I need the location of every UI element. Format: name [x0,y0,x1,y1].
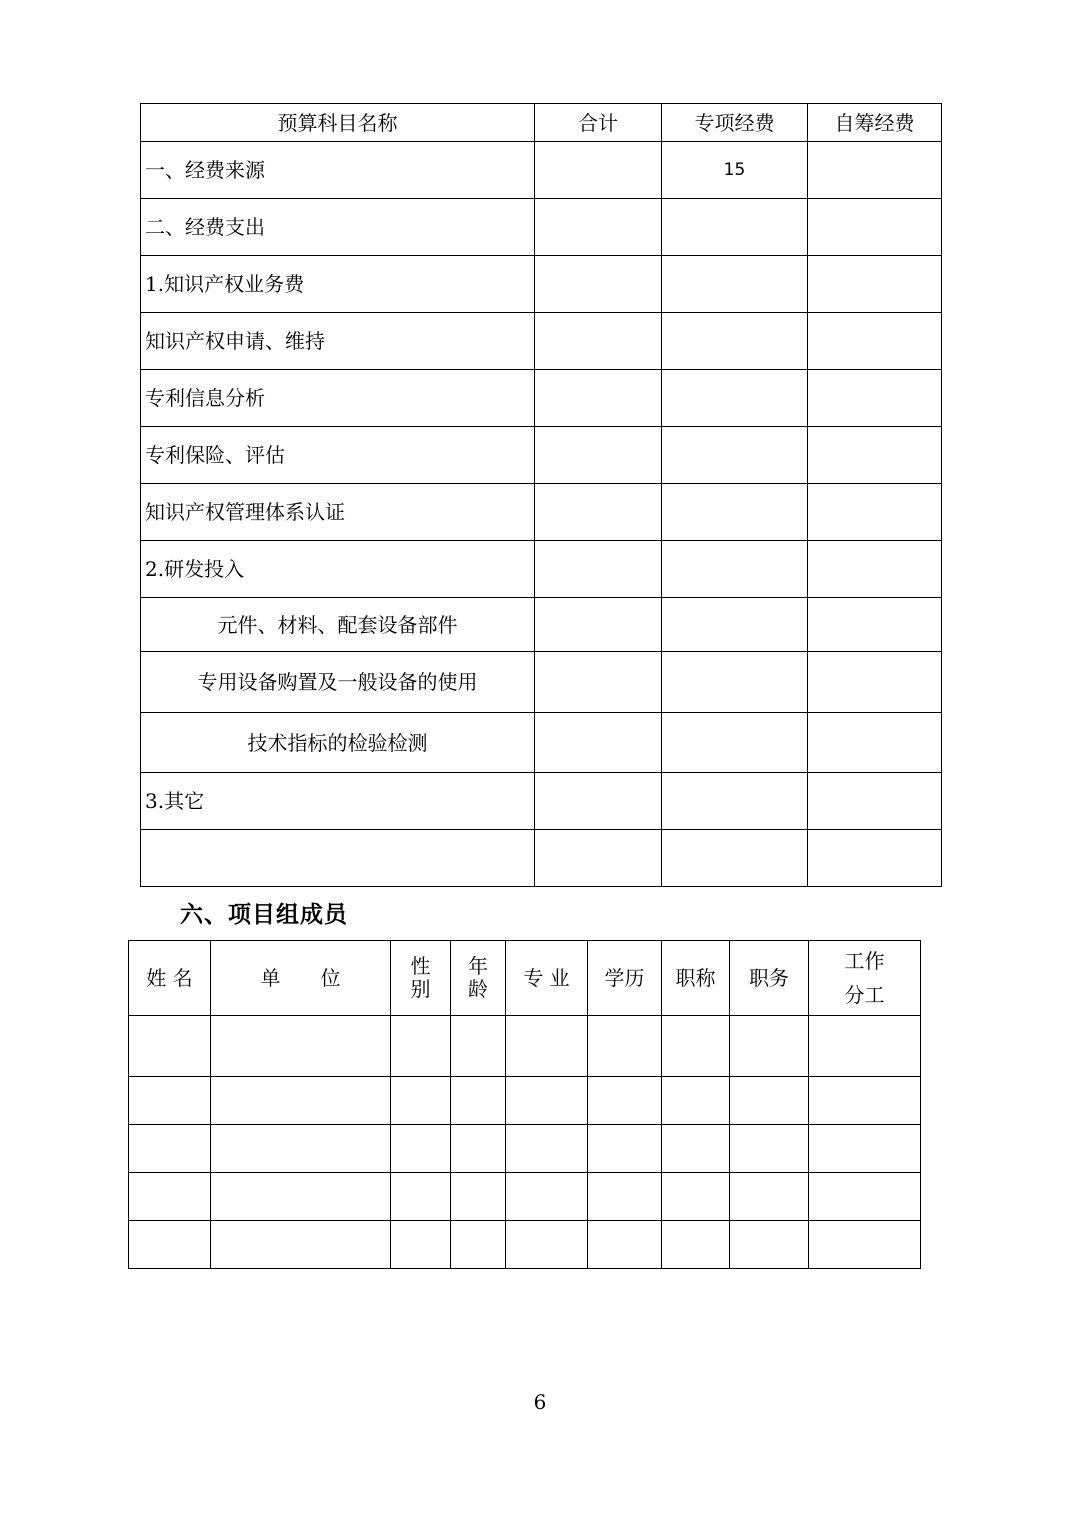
empty-cell [391,1016,451,1077]
table-row [141,199,942,256]
table-row [141,713,942,773]
header-age [451,941,506,1016]
empty-cell [588,1016,662,1077]
row-label: 元件、材料、配套设备部件 [141,598,535,652]
empty-cell [588,1173,662,1221]
cell-self [808,427,942,484]
empty-cell [506,1125,588,1173]
cell-self [808,142,942,199]
empty-cell [662,1221,730,1269]
cell-total [535,830,662,887]
header-subject-name: 预算科目名称 [141,104,535,142]
cell-special: 15 [662,142,808,199]
header-age-text: 年龄 [468,954,488,1001]
header-work-line1: 工作 [844,949,885,973]
cell-special [662,541,808,598]
empty-cell [391,1173,451,1221]
cell-self [808,830,942,887]
empty-cell [662,1016,730,1077]
empty-cell [129,1173,211,1221]
table-row [141,652,942,713]
row-label: 技术指标的检验检测 [141,713,535,773]
empty-cell [129,1125,211,1173]
table-row [141,256,942,313]
empty-cell [451,1016,506,1077]
table-row [129,1173,921,1221]
budget-header-row [141,104,942,142]
header-name: 姓 名 [129,941,211,1016]
page-number: 6 [533,1390,547,1414]
cell-self [808,652,942,713]
table-row [141,427,942,484]
cell-special [662,652,808,713]
table-row [141,830,942,887]
empty-cell [211,1125,391,1173]
row-label: 二、经费支出 [141,199,535,256]
section-title: 六、项目组成员 [180,901,348,928]
row-label: 1.知识产权业务费 [141,256,535,313]
cell-special [662,830,808,887]
table-row [129,1077,921,1125]
cell-total [535,199,662,256]
cell-special [662,370,808,427]
cell-total [535,370,662,427]
row-label: 知识产权申请、维持 [141,313,535,370]
empty-cell [451,1125,506,1173]
header-unit: 单 位 [211,941,391,1016]
table-row [129,1016,921,1077]
header-work-division [809,941,921,1016]
table-row [141,313,942,370]
cell-total [535,598,662,652]
empty-cell [730,1173,809,1221]
row-label [141,830,535,887]
cell-self [808,713,942,773]
empty-cell [730,1016,809,1077]
row-label: 专利信息分析 [141,370,535,427]
empty-cell [809,1173,921,1221]
empty-cell [809,1125,921,1173]
cell-total [535,313,662,370]
cell-total [535,142,662,199]
cell-total [535,541,662,598]
empty-cell [506,1077,588,1125]
cell-special [662,484,808,541]
empty-cell [451,1221,506,1269]
empty-cell [391,1221,451,1269]
table-row [141,370,942,427]
empty-cell [211,1173,391,1221]
table-row [141,541,942,598]
header-special-funds: 专项经费 [662,104,808,142]
header-self-funds: 自筹经费 [808,104,942,142]
cell-special [662,427,808,484]
cell-total [535,484,662,541]
empty-cell [809,1016,921,1077]
cell-special [662,256,808,313]
row-label: 专用设备购置及一般设备的使用 [141,652,535,713]
members-table [128,940,921,1269]
empty-cell [730,1221,809,1269]
cell-total [535,773,662,830]
row-label: 一、经费来源 [141,142,535,199]
cell-special [662,713,808,773]
cell-total [535,427,662,484]
members-header-row [129,941,921,1016]
cell-self [808,370,942,427]
table-row [141,598,942,652]
table-row [141,773,942,830]
header-education: 学历 [588,941,662,1016]
row-label: 3.其它 [141,773,535,830]
header-gender [391,941,451,1016]
empty-cell [129,1221,211,1269]
empty-cell [211,1077,391,1125]
cell-total [535,652,662,713]
empty-cell [506,1016,588,1077]
cell-special [662,313,808,370]
empty-cell [730,1125,809,1173]
header-position: 职务 [730,941,809,1016]
empty-cell [662,1077,730,1125]
cell-self [808,313,942,370]
empty-cell [809,1221,921,1269]
empty-cell [129,1077,211,1125]
row-label: 专利保险、评估 [141,427,535,484]
header-major: 专 业 [506,941,588,1016]
empty-cell [211,1016,391,1077]
empty-cell [588,1221,662,1269]
budget-table [140,103,942,887]
empty-cell [129,1016,211,1077]
row-label: 知识产权管理体系认证 [141,484,535,541]
empty-cell [211,1221,391,1269]
header-title: 职称 [662,941,730,1016]
empty-cell [588,1077,662,1125]
cell-self [808,484,942,541]
empty-cell [506,1173,588,1221]
header-gender-text: 性别 [410,954,431,1001]
empty-cell [391,1077,451,1125]
header-work-line2: 分工 [844,983,885,1007]
empty-cell [730,1077,809,1125]
cell-special [662,773,808,830]
empty-cell [506,1221,588,1269]
empty-cell [451,1077,506,1125]
table-row [129,1221,921,1269]
row-label: 2.研发投入 [141,541,535,598]
cell-self [808,598,942,652]
cell-self [808,199,942,256]
empty-cell [662,1125,730,1173]
table-row [141,484,942,541]
cell-total [535,713,662,773]
cell-special [662,199,808,256]
empty-cell [809,1077,921,1125]
header-total: 合计 [535,104,662,142]
cell-special [662,598,808,652]
cell-self [808,773,942,830]
cell-total [535,256,662,313]
empty-cell [451,1173,506,1221]
table-row [141,142,942,199]
empty-cell [391,1125,451,1173]
empty-cell [588,1125,662,1173]
cell-self [808,541,942,598]
cell-self [808,256,942,313]
empty-cell [662,1173,730,1221]
table-row [129,1125,921,1173]
